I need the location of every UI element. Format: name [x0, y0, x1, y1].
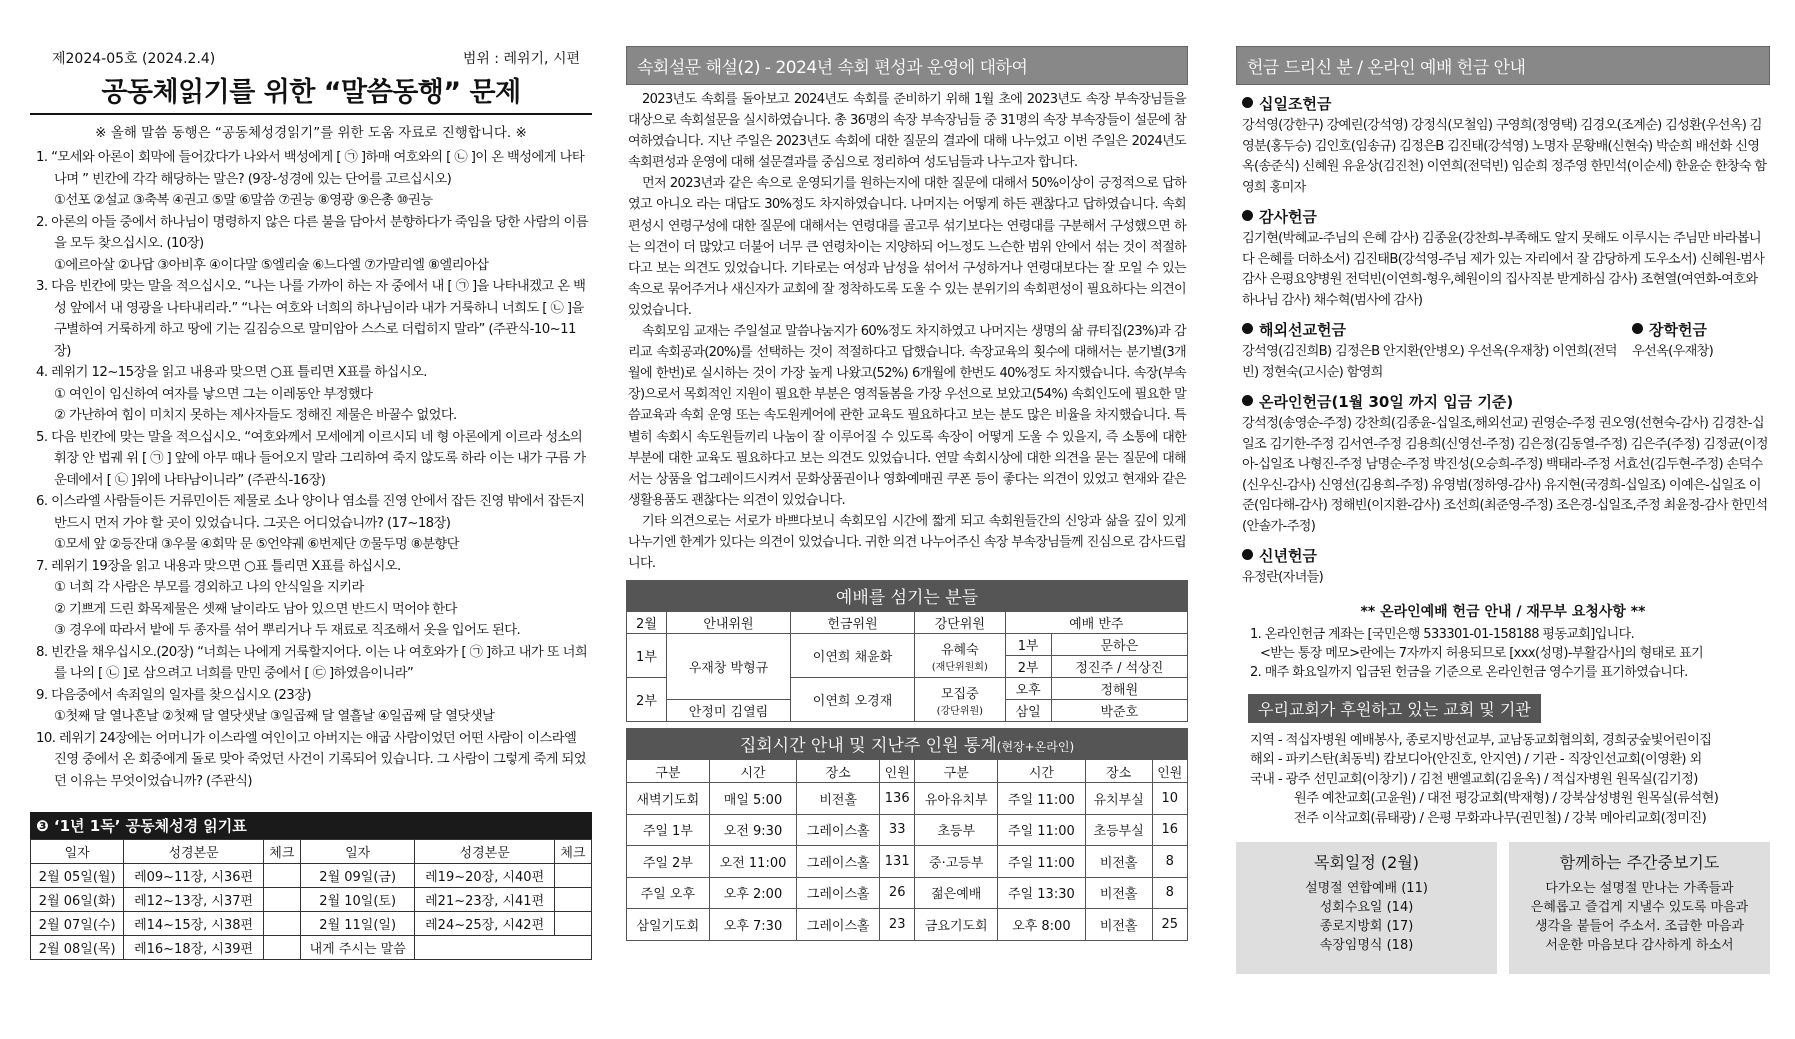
scholarship-heading: 장학헌금	[1632, 319, 1770, 340]
table-row: 삼일기도회 오후 7:30 그레이스홀 23 금요기도회 오후 8:00 비전홀 25	[627, 909, 1188, 941]
article-paragraph: 속회모임 교재는 주일설교 말씀나눔지가 60%정도 차지하였고 나머지는 생명의 삶 큐티집(23%)과 감리교 속회공과(20%)를 선택하는 것이 적절하다고 답했습니다. 속장교육의 횟수에 대해서는 분기별(3개월에 한번)로 실시하는 것이 가장 높게 나왔고(52%) 6개월에 한번도 40%정도 차지했습니다. 속장(부속장)으로서 목회적인 지원이 필요한 부분은 영적돌봄을 가장 우선으로 보았고(54%) 속회인도에 필요한 말씀교육과 속회 운영 또는 속도원케어에 관한 교육도 필요하다고 보는 분도 많은 비율을 차지했습니다. 특별히 속회시 속도원들끼리 나눔이 잘 이루어질 수 있도록 속장이 어떻게 도울 수 있을지, 즉 소통에 대한 부분에 대한 교육도 필요하다고 보는 의견도 있었습니다. 연말 속회시상에 대한 의견을 묻는 질문에 대해서는 상품을 업그레이드시켜서 문화상품권이나 영화예매권 쿠폰 등이 좋다는 의견이 있었고 현재와 같은 생활용품도 괜찮다는 의견이 있었습니다.	[628, 324, 1186, 508]
support-heading: 우리교회가 후원하고 있는 교회 및 기관	[1248, 694, 1541, 723]
table-row: 2부 정진주 / 석상진	[627, 656, 1188, 678]
mission-heading: 해외선교헌금	[1242, 319, 1626, 340]
page-title: 공동체읽기를 위한 “말씀동행” 문제	[30, 70, 592, 115]
check-cell[interactable]	[263, 864, 300, 888]
pastor-schedule-box: 목회일정 (2월) 설명절 연합예배 (11) 성회수요일 (14) 종로지방회 (17) 속장임명식 (18)	[1236, 842, 1497, 974]
table-row: 주일 오후 오후 2:00 그레이스홀 26 젊은예배 주일 13:30 비전홀 8	[627, 877, 1188, 909]
online-guide-heading: ** 온라인예배 헌금 안내 / 재무부 요청사항 **	[1360, 603, 1646, 620]
table-row: 새벽기도회 매일 5:00 비전홀 136 유아유치부 주일 11:00 유치부실 10	[627, 783, 1188, 815]
scholarship-names: 우선옥(우재창)	[1632, 344, 1714, 359]
newyear-heading: 신년헌금	[1242, 545, 1770, 566]
stats-table	[626, 759, 1188, 941]
question-10: 10. 레위기 24장에는 어머니가 이스라엘 여인이고 아버지는 애굽 사람이었던 어떤 사람이 이스라엘 진영 중에서 온 회중에게 돌로 맞아 죽었던 사건이 기록되어 있습니다. 그 사람이 그렇게 죽게 되었던 이유는 무엇이었습니까? (주관식)	[36, 730, 586, 789]
check-cell[interactable]	[263, 936, 300, 960]
question-2: 2. 아론의 아들 중에서 하나님이 명령하지 않은 다른 불을 담아서 분향하다가 죽임을 당한 사람의 이름을 모두 찾으십시오. (10장) ①에르아살 ②나답 ③아비후 ④이다말 ⑤엘리술 ⑥느다엘 ⑦가말리엘 ⑧엘리아삽	[36, 214, 589, 273]
thanks-heading: 감사헌금	[1242, 206, 1770, 227]
table-row: 2월 05일(월) 레09~11장, 시36편 2월 09일(금) 레19~20장, 시40편	[31, 864, 592, 888]
reading-plan-title: ❸ ‘1년 1독’ 공동체성경 읽기표	[30, 812, 592, 839]
question-1: 1. “모세와 아론이 회막에 들어갔다가 나와서 백성에게 [ ㉠ ]하매 여호와의 [ ㉡ ]이 온 백성에게 나타나며 ” 빈칸에 각각 해당하는 말은? (9장-성경에 있는 단어를 고르십시오) ①선포 ②설교 ③축복 ④권고 ⑤말 ⑥말씀 ⑦권능 ⑧영광 ⑨은총 ⑩권능	[36, 150, 585, 208]
pastor-schedule-title: 목회일정 (2월)	[1313, 853, 1420, 872]
online-guide: 1. 온라인헌금 계좌는 [국민은행 533301-01-158188 평동교회]입니다. <받는 통장 메모>란에는 7자까지 허용되므로 [xxx(성명)-부활감사]의 형태로 표기 2. 매주 화요일까지 입금된 헌금을 기준으로 온라인헌금 영수기를 표기하였습니다.	[1250, 626, 1704, 680]
thanks-names: 김기현(박혜교-주님의 은혜 감사) 김종윤(강찬희-부족해도 알지 못해도 이루시는 주님만 바라봅니다 은혜를 더하소서) 김진태B(강석영-주님 제가 있는 자리에서 잘 감당하게 도우소서) 신혜원-범사감사 은평요양병원 전덕빈(이연희-형우,혜원이의 집사직분 받게하심 감사) 조현열(여연화-여호와 하나님 감사) 채수혁(범사에 감사)	[1242, 231, 1765, 308]
article-paragraph: 먼저 2023년과 같은 속으로 운영되기를 원하는지에 대한 질문에 대해서 50%이상이 긍정적으로 답하였고 아니오 라는 대답도 30%정도 차지하였습니다. 나머지는 어떻게 하든 괜찮다고 답하였습니다. 속회편성시 연령구성에 대한 질문에 대해서는 연령대를 골고루 섞기보다는 연령대를 구분해서 구성했으면 하는 의견이 더 많았고 더불어 너무 큰 연령차이는 지양하되 어느정도 느슨한 범위 안에서 섞는 것이 적절하다고 보는 의견도 있었습니다. 기타로는 여성과 남성을 섞어서 구성하거나 연령대보다는 잘 모일 수 있는 속으로 묶어주거나 새신자가 교회에 잘 정착하도록 도울 수 있는 분위기의 속회편성이 필요하다는 의견이 있었습니다.	[628, 176, 1186, 318]
table-row: 2부 이연희 오경재 모집중 (강단위원) 오후 정해원	[627, 678, 1188, 700]
quiz-column	[30, 46, 592, 960]
question-9: 9. 다음중에서 속죄일의 일자를 찾으십시오 (23장) ①첫째 달 열나흔날 ②첫째 달 열닷샛날 ③일곱째 달 열흘날 ④일곱째 달 열닷샛날	[36, 687, 495, 724]
question-3: 3. 다음 빈칸에 맞는 말을 적으십시오. “나는 나를 가까이 하는 자 중에서 내 [ ㉠ ]을 나타내겠고 온 백성 앞에서 내 영광을 나타내리라.” “나는 여호와 너희의 하나님이라 내가 거룩하니 너희도 [ ㉡ ]을 구별하여 거룩하게 하고 땅에 기는 길짐승으로 말미암아 스스로 더럽히지 말라” (주관식-10~11장)	[36, 279, 586, 359]
table-row: 2월 07일(수) 레14~15장, 시38편 2월 11일(일) 레24~25장, 시42편	[31, 912, 592, 936]
question-list	[30, 147, 592, 792]
mission-names: 강석영(김진희B) 김정은B 안지환(안병오) 우선옥(우재창) 이연희(전덕빈) 정현숙(고시순) 함영희	[1242, 344, 1617, 380]
table-header-row: 구분 시간 장소 인원 구분 시간 장소 인원	[627, 760, 1188, 783]
question-8: 8. 빈칸을 채우십시오.(20장) “너희는 나에게 거룩할지어다. 이는 나 여호와가 [ ㉠ ]하고 내가 또 너희를 나의 [ ㉡ ]로 삼으려고 너희를 만민 중에서 [ ㉢ ]하였음이니라”	[36, 644, 588, 681]
service-table	[626, 611, 1188, 722]
service-title: 예배를 섬기는 분들	[626, 580, 1188, 611]
table-row: 1부 우재창 박형규 이연희 채윤화 유혜숙 (재단위원회) 1부 문하은	[627, 634, 1188, 656]
check-cell[interactable]	[554, 864, 591, 888]
table-header-row: 2월 안내위원 헌금위원 강단위원 예배 반주	[627, 612, 1188, 634]
online-heading: 온라인헌금(1월 30일 까지 입금 기준)	[1242, 391, 1770, 412]
question-6: 6. 이스라엘 사람들이든 거류민이든 제물로 소나 양이나 염소를 진영 안에서 잡든 진영 밖에서 잡든지 반드시 먼저 가야 할 곳이 있었습니다. 그곳은 어디었습니까? (17~18장) ①모세 앞 ②등잔대 ③우물 ④회막 문 ⑤언약궤 ⑥번제단 ⑦물두멍 ⑧분향단	[36, 494, 585, 552]
check-cell[interactable]	[554, 912, 591, 936]
bullet-icon	[1242, 210, 1253, 221]
question-5: 5. 다음 빈칸에 맞는 말을 적으십시오. “여호와께서 모세에게 이르시되 네 형 아론에게 이르라 성소의 휘장 안 법궤 위 [ ㉠ ] 앞에 아무 때나 들어오지 말라 그리하여 죽지 않도록 하라 이는 내가 구름 가운데에서 [ ㉡ ]위에 나타남이니라” (주관식-16장)	[36, 429, 586, 488]
prayer-title: 함께하는 주간중보기도	[1559, 853, 1720, 872]
prayer-box: 함께하는 주간중보기도 다가오는 설명절 만나는 가족들과 은혜롭고 즐겁게 지낼수 있도록 마음과 생각을 붙들어 주소서. 조급한 마음과 서운한 마음보다 감사하게 하소서	[1509, 842, 1770, 974]
bullet-icon	[1242, 97, 1253, 108]
table-header-row: 일자 성경본문 체크 일자 성경본문 체크	[31, 840, 592, 864]
article-title: 속회설문 해설(2) - 2024년 속회 편성과 운영에 대하여	[626, 46, 1188, 85]
table-row: 주일 1부 오전 9:30 그레이스홀 33 초등부 주일 11:00 초등부실 16	[627, 814, 1188, 846]
table-row: 안정미 김열림 삼일 박준호	[627, 700, 1188, 722]
offering-column	[1236, 46, 1770, 974]
table-row: 주일 2부 오전 11:00 그레이스홀 131 중·고등부 주일 11:00 비전홀 8	[627, 846, 1188, 878]
reading-range: 범위 : 레위기, 시편	[462, 51, 580, 67]
reading-plan-table	[30, 839, 592, 960]
memo-cell[interactable]	[415, 936, 592, 960]
tithe-heading: 십일조헌금	[1242, 93, 1770, 114]
mission-scholar-row	[1236, 311, 1770, 383]
table-row: 2월 08일(목) 레16~18장, 시39편 내게 주시는 말씀	[31, 936, 592, 960]
check-cell[interactable]	[263, 912, 300, 936]
bullet-icon	[1242, 549, 1253, 560]
survey-column	[626, 46, 1188, 941]
article-body	[626, 85, 1188, 574]
article-paragraph: 기타 의견으로는 서로가 바쁘다보니 속회모임 시간에 짧게 되고 속회원들간의 신앙과 삶을 깊이 있게 나누기엔 한계가 있다는 의견이 있었습니다. 귀한 의견 나누어주신 속장 부속장님들께 진심으로 감사드립니다.	[628, 513, 1186, 572]
intro-note: ※ 올해 말씀 동행은 “공동체성경읽기”를 위한 도움 자료로 진행합니다. ※	[95, 125, 527, 141]
bottom-boxes	[1236, 842, 1770, 974]
issue-meta	[30, 46, 592, 68]
question-4: 4. 레위기 12~15장을 읽고 내용과 맞으면 ○표 틀리면 X표를 하십시오. ① 여인이 임신하여 여자를 낳으면 그는 이레동안 부정했다 ② 가난하여 힘이 미치지 못하는 제사자들도 정해진 제물은 바꿀수 없었다.	[36, 365, 457, 423]
bullet-icon	[1242, 395, 1253, 406]
newyear-names: 유정란(자녀들)	[1242, 570, 1324, 585]
stats-title: 집회시간 안내 및 지난주 인원 통계(현장+온라인)	[626, 728, 1188, 759]
tithe-names: 강석영(강한구) 강예린(강석영) 강정식(모철임) 구영희(정영택) 김경오(조계순) 김성환(우선옥) 김영분(홍두승) 김인호(임송규) 김정은B 김진태(강석영) 노명자 문황배(신현숙) 박순희 배선화 신영옥(송준식) 신혜원 유윤상(김진천) 이연희(전덕빈) 임순희 정주영 한민석(이순세) 한윤순 한창숙 함영희 홍미자	[1242, 118, 1767, 195]
online-names: 강석정(송영순-주정) 강찬희(김종윤-십일조,해외선교) 권영순-주정 권오영(선현숙-감사) 김경찬-십일조 김기한-주정 김서연-주정 김용희(신영선-주정) 김은정(김동열-주정) 김은주(주정) 김정균(이정아-십일조 나형진-주정 남명순-주정 박진성(오승희-주정) 백태라-주정 서효선(김두현-주정) 손덕수(신우신-감사) 신영선(김용희-주정) 유영범(정하영-감사) 유지현(국경희-십일조) 이예은-십일조 이준(임다해-감사) 정해빈(이지환-감사) 조선희(최준영-주정) 조은경-십일조,주정 최윤정-감사 한민석(안솔가-주정)	[1242, 416, 1768, 534]
bullet-icon	[1242, 323, 1253, 334]
check-cell[interactable]	[263, 888, 300, 912]
table-row: 2월 06일(화) 레12~13장, 시37편 2월 10일(토) 레21~23장, 시41편	[31, 888, 592, 912]
bullet-icon	[1632, 323, 1643, 334]
issue-number: 제2024-05호 (2024.2.4)	[52, 51, 216, 67]
offering-title: 헌금 드리신 분 / 온라인 예배 헌금 안내	[1236, 46, 1770, 85]
question-7: 7. 레위기 19장을 읽고 내용과 맞으면 ○표 틀리면 X표를 하십시오. ① 너희 각 사람은 부모를 경외하고 나의 안식일을 지키라 ② 기쁘게 드린 화목제물은 셋째 날이라도 남아 있으면 반드시 먹어야 한다 ③ 경우에 따라서 밭에 두 종자를 섞어 뿌리거나 두 재료로 직조해서 옷을 입어도 된다.	[36, 558, 521, 638]
article-paragraph: 2023년도 속회를 돌아보고 2024년도 속회를 준비하기 위해 1월 초에 2023년도 속장 부속장님들을 대상으로 속회설문을 실시하였습니다. 총 36명의 속장 부속장님들 중 31명의 속장 부속장들이 설문에 참여하였습니다. 지난 주일은 2023년도 속회에 대한 질문의 결과에 대해 나누었고 이번 주일은 2024년도 속회편성과 운영에 대해 설문결과를 중심으로 정리하여 성도님들과 나누고자 합니다.	[628, 92, 1186, 171]
support-list: 지역 - 적십자병원 예배봉사, 종로지방선교부, 교남동교회협의회, 경희궁숲빛어린이집 해외 - 파키스탄(최동빅) 캄보디아(안진호, 안지연) / 기관 - 직장인선교회(이영환) 외 국내 - 광주 선민교회(이창기) / 김천 밴엘교회(김윤옥) / 적십자병원 원목실(김기정) 원주 예찬교회(고윤원) / 대전 평강교회(박재형) / 강북삼성병원 원목실(류석현) 전주 이삭교회(류태광) / 은평 무화과나무(권민철) / 강북 메아리교회(정미진)	[1250, 732, 1719, 826]
check-cell[interactable]	[554, 888, 591, 912]
